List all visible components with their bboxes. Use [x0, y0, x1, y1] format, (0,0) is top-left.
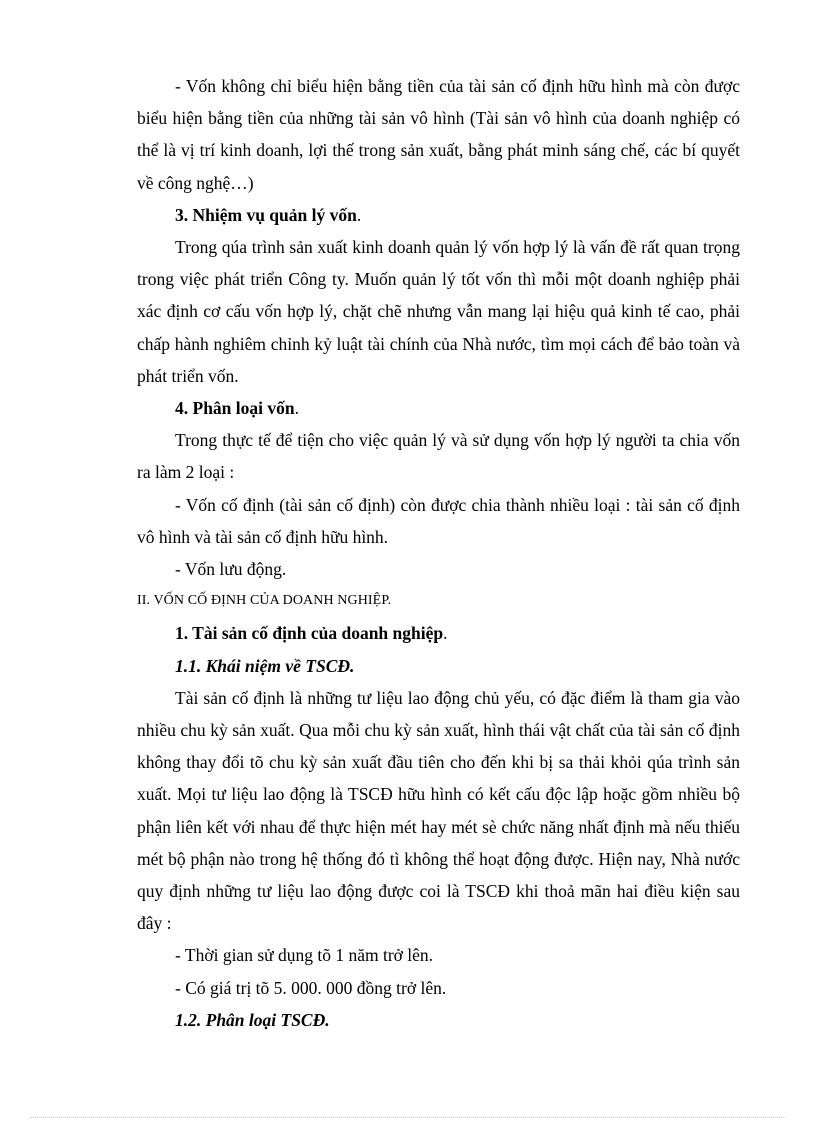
document-body	[137, 70, 740, 1036]
subheading-fixed-asset-concept: 1.1. Khái niệm về TSCĐ.	[175, 655, 355, 676]
section-heading-fixed-capital: II. VỐN CỐ ĐỊNH CỦA DOANH NGHIỆP.	[137, 593, 392, 609]
paragraph-fixed-asset-definition: Tài sản cố định là những tư liệu lao động chủ yếu, có đặc điểm là tham gia vào nhiều chu kỳ sản xuất. Qua mỗi chu kỳ sản xuất, hình thái vật chất của tài sản cố định không thay đổi tõ chu kỳ sản xuất đầu tiên cho đến khi bị sa thải khỏi qúa trình sản xuất. Mọi tư liệu lao động là TSCĐ hữu hình có kết cấu độc lập hoặc gồm nhiều bộ phận liên kết với nhau để thực hiện mét hay mét sè chức năng nhất định mà nếu thiếu mét bộ phận nào trong hệ thống đó tì không thể hoạt động được. Hiện nay, Nhà nước quy định những tư liệu lao động được coi là TSCĐ khi thoả mãn hai điều kiện sau đây :	[137, 687, 740, 934]
paragraph-condition-value: - Có giá trị tõ 5. 000. 000 đồng trở lên.	[175, 977, 447, 998]
paragraph-working-capital-item: - Vốn lưu động.	[175, 559, 287, 580]
paragraph-condition-duration: - Thời gian sử dụng tõ 1 năm trở lên.	[175, 945, 434, 966]
footer-divider	[30, 1117, 786, 1118]
heading-capital-classification: 4. Phân loại vốn.	[175, 398, 299, 419]
paragraph-intangible-capital: - Vốn không chỉ biểu hiện bằng tiền của tài sản cố định hữu hình mà còn được biểu hiện bằng tiền của những tài sản vô hình (Tài sản vô hình của doanh nghiệp có thể là vị trí kinh doanh, lợi thế trong sản xuất, bằng phát minh sáng chế, các bí quyết về công nghệ…)	[137, 76, 740, 193]
heading-fixed-assets: 1. Tài sản cố định của doanh nghiệp.	[175, 623, 448, 644]
paragraph-capital-management: Trong qúa trình sản xuất kinh doanh quản lý vốn hợp lý là vấn đề rất quan trọng trong việc phát triển Công ty. Muốn quản lý tốt vốn thì mỗi một doanh nghiệp phải xác định cơ cấu vốn hợp lý, chặt chẽ nhưng vẫn mang lại hiệu quả kinh tế cao, phải chấp hành nghiêm chỉnh kỷ luật tài chính của Nhà nước, tìm mọi cách để bảo toàn và phát triển vốn.	[137, 237, 740, 386]
heading-capital-management-tasks: 3. Nhiệm vụ quản lý vốn.	[175, 204, 362, 225]
paragraph-classification-intro: Trong thực tế để tiện cho việc quản lý và sử dụng vốn hợp lý người ta chia vốn ra làm 2 loại :	[137, 430, 740, 483]
subheading-fixed-asset-classification: 1.2. Phân loại TSCĐ.	[175, 1009, 330, 1030]
paragraph-fixed-capital-item: - Vốn cố định (tài sản cố định) còn được chia thành nhiều loại : tài sản cố định vô hình và tài sản cố định hữu hình.	[137, 494, 740, 547]
